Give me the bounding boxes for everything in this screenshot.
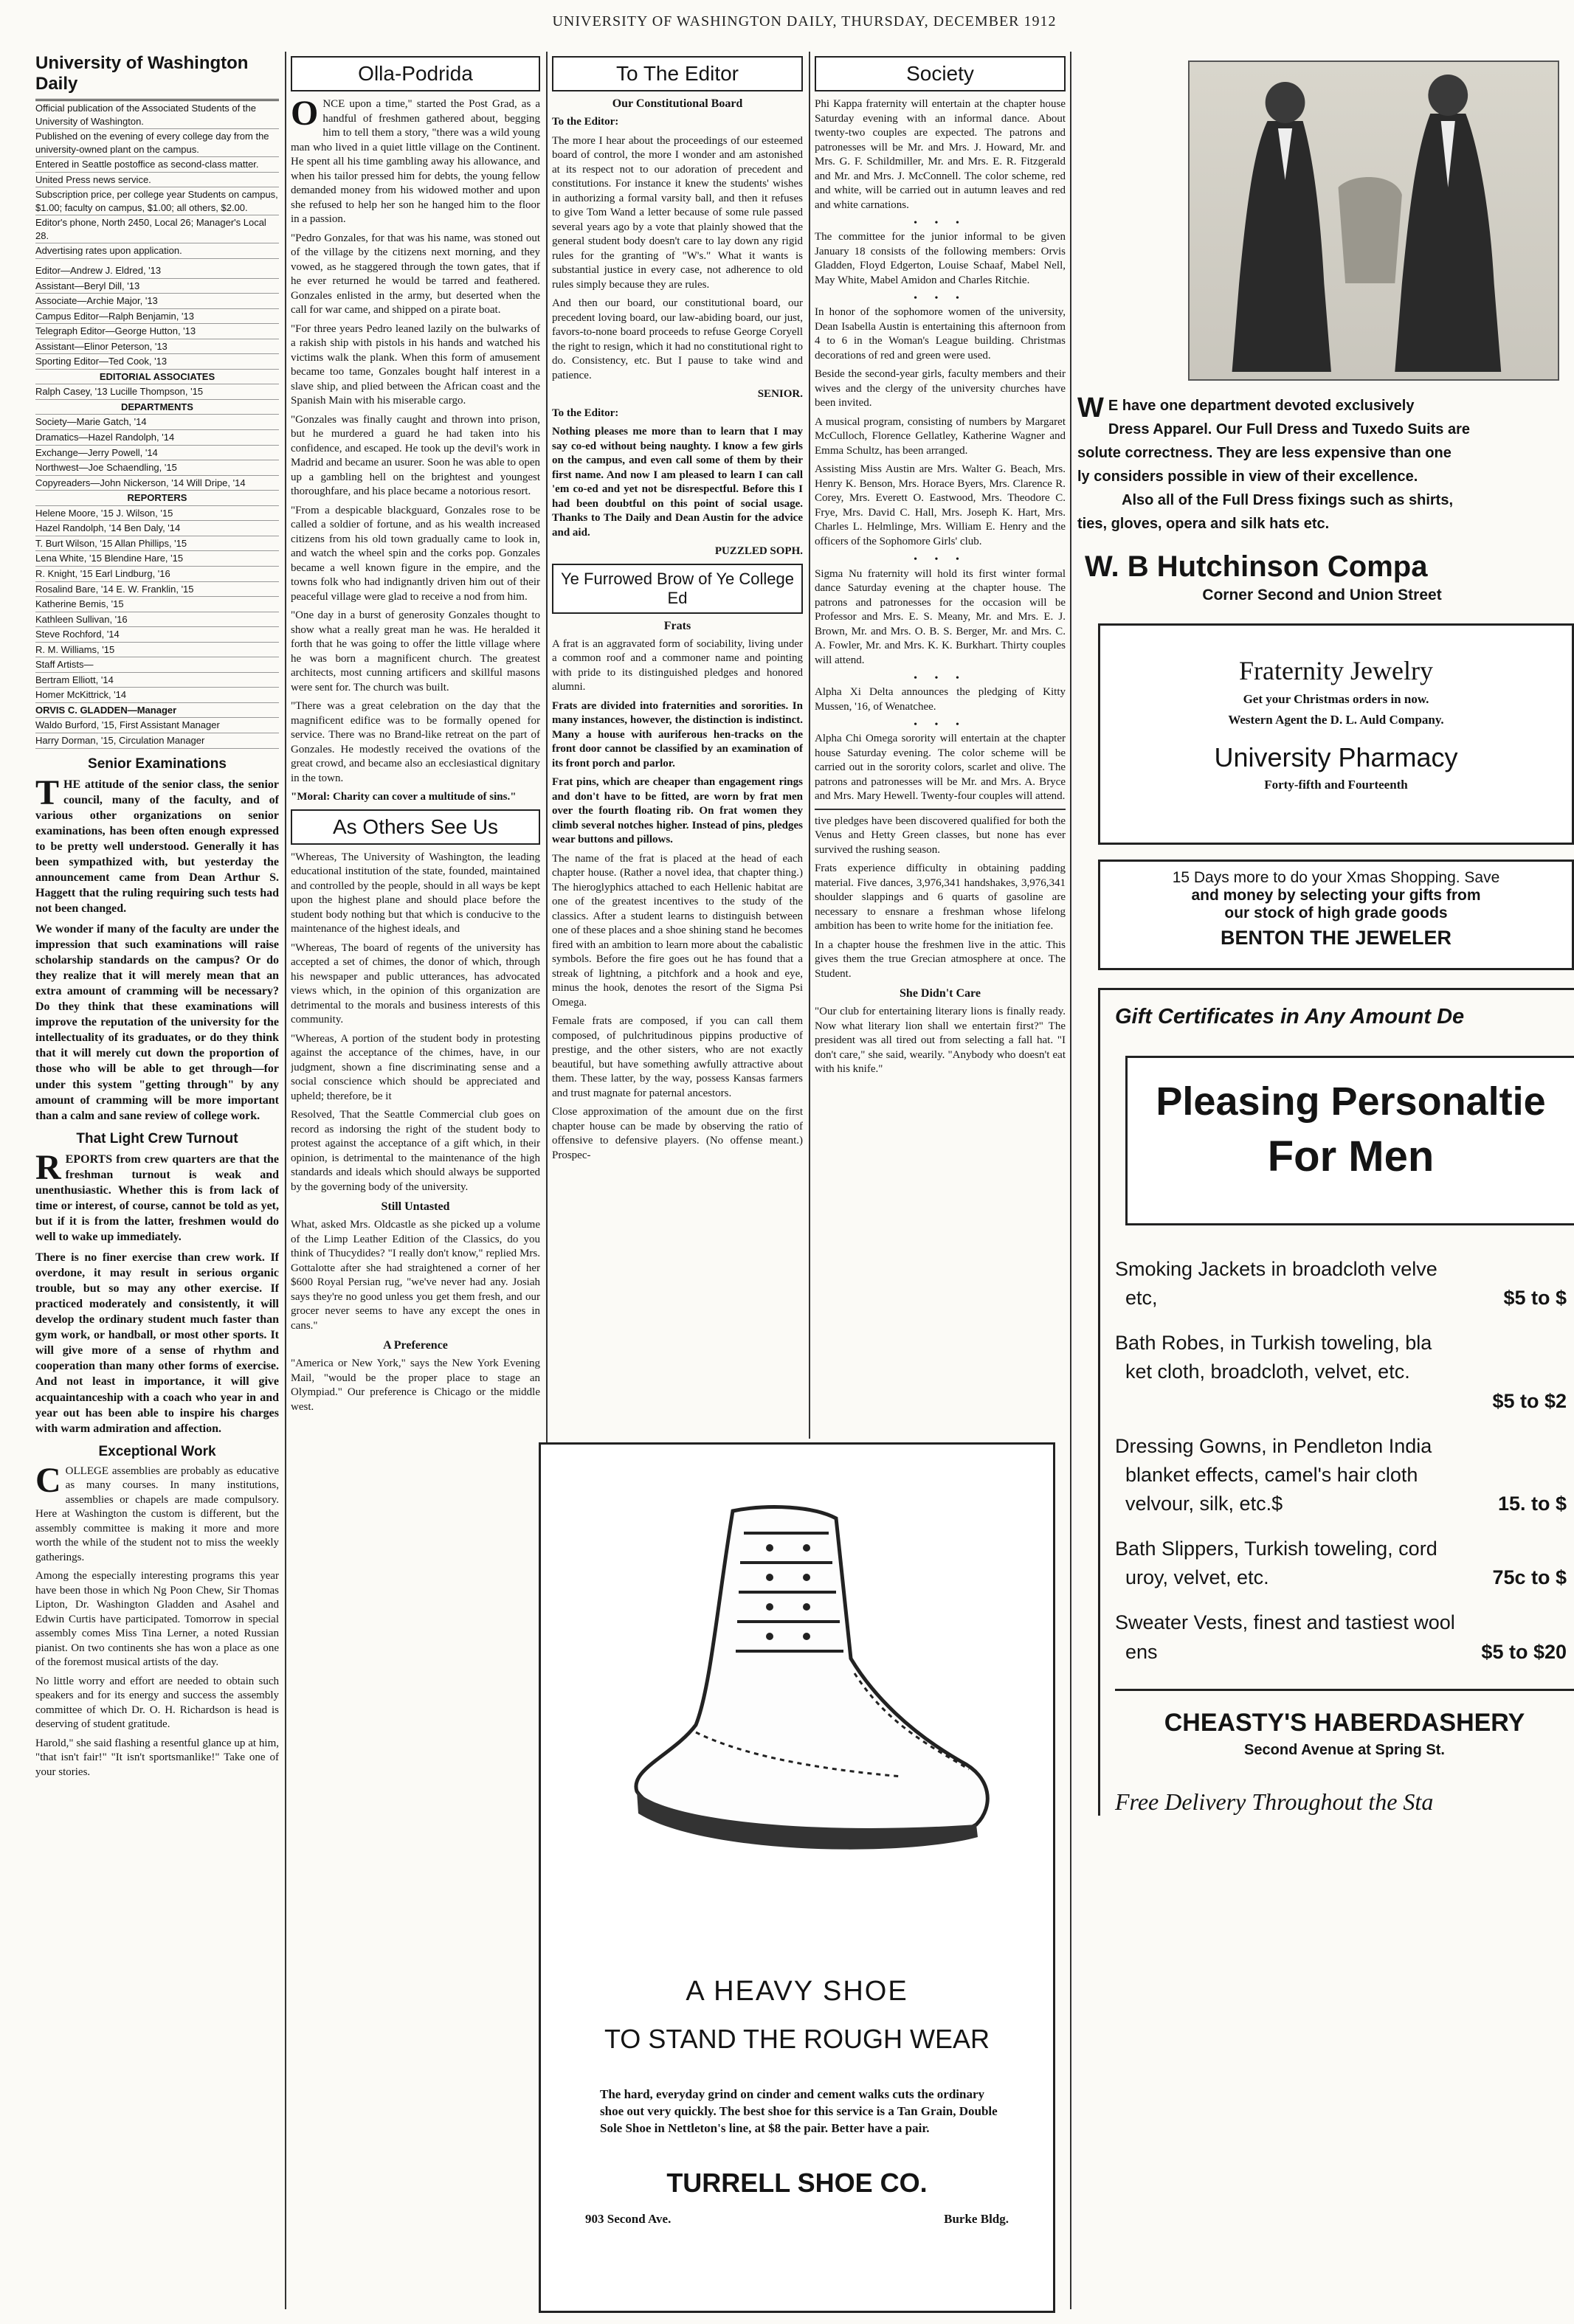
item-price: 15. to $ bbox=[1497, 1492, 1567, 1515]
paragraph: The committee for the junior informal to be given January 18 consists of the following members: Orvis Gladden, Floyd Edgerton, Louise Schaaf, Mabel Nell, May White, Mabel Amidon and Charles Ritchie. bbox=[815, 231, 1066, 286]
senior-exams-body bbox=[35, 772, 279, 1124]
dropcap: O bbox=[291, 94, 319, 133]
pleasing-personalties-box bbox=[1125, 1056, 1574, 1225]
dropcap: W bbox=[1077, 392, 1104, 423]
column-rule bbox=[1070, 52, 1071, 2309]
gift-certificates-line: Gift Certificates in Any Amount De bbox=[1115, 1005, 1465, 1028]
paragraph: "Whereas, The University of Washington, the leading educational institution of the state, founded, maintained and controlled by the people, should in all ways be kept upon the highest plane and should place before the student body nothing but that which is conducive to the maintenance of the highest ideals, and bbox=[291, 851, 540, 935]
price-item bbox=[1115, 1329, 1567, 1415]
staff-heading: EDITORIAL ASSOCIATES bbox=[35, 370, 279, 385]
ad-line: ties, gloves, opera and silk hats etc. bbox=[1077, 516, 1330, 532]
paragraph: Female frats are composed, if you can call them composed, of pulchritudinous pippins productive of prestige, and the other sisters, who are not exactly beautiful, but have something awfully attractive about them. These latter, by the way, possess Kansas farmers and trust magnate for paternal ancestors. bbox=[552, 1015, 803, 1099]
ad-line: ly considers possible in view of their excellence. bbox=[1077, 468, 1418, 485]
paragraph: And then our board, our constitutional board, our precedent loving board, our law-abiding board, our just, favors-to-none board proceeds to refuse George Coryell the right to resign, which it had no constitutional right to do. Consistency, etc. But I pause to take wind and patience. bbox=[552, 297, 803, 381]
ad-line: our stock of high grade goods bbox=[1224, 905, 1448, 921]
frats-heading: Frats bbox=[663, 619, 691, 632]
price-item bbox=[1115, 1608, 1567, 1666]
shoe-headline-2: TO STAND THE ROUGH WEAR bbox=[604, 2024, 990, 2054]
staff-line: Campus Editor—Ralph Benjamin, '13 bbox=[35, 309, 279, 325]
staff-line: Assistant—Elinor Peterson, '13 bbox=[35, 339, 279, 355]
others-see-us-title: As Others See Us bbox=[291, 809, 540, 845]
staff-line: Associate—Archie Major, '13 bbox=[35, 294, 279, 309]
still-untasted-heading: Still Untasted bbox=[381, 1200, 450, 1213]
frats-body bbox=[552, 637, 803, 1163]
cheasty-headline-1: Pleasing Personaltie bbox=[1156, 1079, 1546, 1124]
pharmacy-name: University Pharmacy bbox=[1214, 742, 1458, 772]
blurb-line: United Press news service. bbox=[35, 173, 279, 188]
paragraph: A frat is an aggravated form of sociability, living under a common roof and a commoner name and pointing with pride to its distinguished pledges and honored alumni. bbox=[552, 637, 803, 693]
staff-line: Editor—Andrew J. Eldred, '13 bbox=[35, 263, 279, 279]
paragraph: Alpha Chi Omega sorority will entertain at the chapter house Saturday evening. The color scheme will be carried out in the sorority colors, scarlet and olive. The patrons and patronesses will be Mr. and Mrs. A. Bryce and Mrs. Mary Hewell. Twenty-four couples will attend. bbox=[815, 733, 1066, 803]
paragraph: What, asked Mrs. Oldcastle as she picked up a volume of the Limp Leather Edition of the Classics, do you think of Thucydides? "I really don't know," replied Mrs. Gottalotte after she had straightened a corner of her $600 Royal Persian rug, "we've never had any. Josiah says they're no good unless you get them fresh, and our grocer never seems to have any except the ones in cans." bbox=[291, 1219, 540, 1332]
staff-line: Helene Moore, '15 J. Wilson, '15 bbox=[35, 506, 279, 522]
paragraph: HE attitude of the senior class, the senior council, many of the faculty, and of various other organizations on senior examinations, has been often enough expressed to be pretty well understood. Generally it has been sympathized with, but yesterday the announcement came from Dean Arthur S. Haggett that the ruling requiring such tests had not been changed. bbox=[35, 778, 279, 916]
paragraph: Frat pins, which are cheaper than engagement rings and don't have to be fitted, are worn by frat men over the fourth floating rib. On frat women they climb several notches higher. Instead of pins, pledges wear buttons and pillows. bbox=[552, 776, 803, 845]
price-item bbox=[1115, 1432, 1567, 1518]
constitutional-board-heading: Our Constitutional Board bbox=[612, 97, 743, 110]
staff-line: Harry Dorman, '15, Circulation Manager bbox=[35, 733, 279, 749]
paragraph: No little worry and effort are needed to obtain such speakers and for its energy and success the assembly committee of which Dr. O. H. Richardson is head is deserving of student gratitude. bbox=[35, 1675, 279, 1731]
paragraph: The name of the frat is placed at the head of each chapter house. (Rather a novel idea, that chapter thing.) The hieroglyphics attached to each Hellenic habitat are one of the greatest incentives to the study of the classics. After a student learns to distinguish between one of these places and a shoe shining stand he becomes fired with an ambition to learn more about the cabalistic symbols. Before the fire goes out he has found that a streak of lightning, a pitchfork and a hook and eye, minus the hook, denotes the resort of the Sigma Psi Omega. bbox=[552, 852, 803, 1009]
paragraph: In a chapter house the freshmen live in the attic. This gives them the true Grecian atmosphere at once. The Student. bbox=[815, 938, 1066, 980]
staff-line: Katherine Bemis, '15 bbox=[35, 597, 279, 612]
dropcap: C bbox=[35, 1460, 61, 1500]
furrowed-brow-title: Ye Furrowed Brow of Ye College Ed bbox=[552, 564, 803, 614]
staff-line: Northwest—Joe Schaendling, '15 bbox=[35, 460, 279, 476]
ad-line: solute correctness. They are less expensive than one bbox=[1077, 445, 1452, 461]
paragraph: NCE upon a time," started the Post Grad, as a handful of freshmen gathered about, begging him to tell them a story, "there was a wild young man who lived in a quiet little village on the Continent. He spent all his time gambling away his allowance, and when his tailor pressed him for debts, the young fellow demanded money from his widowed mother and upon she refused to help her son he hanged him to the floor in a passion. bbox=[291, 98, 540, 225]
olla-podrida-body bbox=[291, 94, 540, 805]
masthead-blurb bbox=[35, 101, 279, 259]
staff-line: Bertram Elliott, '14 bbox=[35, 673, 279, 688]
item-price: 75c to $ bbox=[1492, 1566, 1567, 1589]
column-4 bbox=[815, 52, 1066, 1439]
item-name: etc, bbox=[1125, 1287, 1158, 1310]
salutation: To the Editor: bbox=[552, 116, 619, 128]
paragraph: Alpha Xi Delta announces the pledging of Kitty Mussen, '16, of Wenatchee. bbox=[815, 686, 1066, 713]
price-item bbox=[1115, 1535, 1567, 1592]
paragraph: "Whereas, The board of regents of the university has accepted a set of chimes, the donor of which, through his newspaper and public utterances, has advocated views which, in the opinion of this organization are detrimental to the morals and business interests of this community. bbox=[291, 941, 540, 1026]
senior-exams-heading: Senior Examinations bbox=[88, 755, 227, 772]
shoe-illustration bbox=[593, 1489, 1006, 1902]
hutchinson-ad bbox=[1077, 394, 1574, 604]
paragraph: Frats are divided into fraternities and sororities. In many instances, however, the distinction is indistinct. Many a house with auriferous hen-tracks on the front door cannot be classified by an examination of its front porch and parlor. bbox=[552, 699, 803, 770]
staff-line: Steve Rochford, '14 bbox=[35, 627, 279, 643]
blurb-line: Advertising rates upon application. bbox=[35, 243, 279, 259]
benton-name: BENTON THE JEWELER bbox=[1220, 927, 1452, 949]
blurb-line: Official publication of the Associated Students of the University of Washington. bbox=[35, 101, 279, 129]
exceptional-work-heading: Exceptional Work bbox=[98, 1443, 216, 1459]
paragraph: The more I hear about the proceedings of our esteemed board of control, the more I wonder and am astonished at its respect not to our adoration of precedent and constitutions. For instance it knew the students' wishes in authorizing a formal varsity ball, and then it refuses to give Tom Wand a letter because of some rule passed several years ago by a vote that plainly showed that the general student body doesn't care to lay down any rigid rules for the granting of "W's." What it wants is substantial justice in every case, not adherence to old rules simply because they are rules. bbox=[552, 134, 803, 291]
staff-heading: REPORTERS bbox=[35, 491, 279, 506]
staff-line: Copyreaders—John Nickerson, '14 Will Dripe, '14 bbox=[35, 476, 279, 491]
paragraph: Resolved, That the Seattle Commercial club goes on record as indorsing the right of the student body to protest against the acceptance of a gift which, in their opinion, is detrimental to the maintenance of the high standards and ideals which should always be supported by the governing body of the university. bbox=[291, 1109, 540, 1193]
pharmacy-ad bbox=[1098, 623, 1574, 845]
paragraph: Assisting Miss Austin are Mrs. Walter G. Beach, Mrs. Henry K. Benson, Mrs. Horace Byers, Mrs. Clarence R. Corey, Mrs. Everett O. Eastwood, Mrs. Theodore C. Frye, Mrs. David C. Hall, Mrs. Joseph K. Hart, Mrs. Charles L. Helmlinge, Mrs. William E. Henry and the officers of the Sophomore Girls' club. bbox=[815, 463, 1066, 547]
ad-line: and money by selecting your gifts from bbox=[1191, 887, 1481, 904]
staff-line: Hazel Randolph, '14 Ben Daly, '14 bbox=[35, 521, 279, 536]
paragraph: "Our club for entertaining literary lions is finally ready. Now what literary lion shall we entertain first?" The president was all tired out from selecting a fall hat. "I don't care," she said, wearily. "Anybody who doesn't eat with his knife." bbox=[815, 1006, 1066, 1076]
item-price: $5 to $20 bbox=[1481, 1640, 1567, 1663]
staff-heading: DEPARTMENTS bbox=[35, 400, 279, 415]
blurb-line: Entered in Seattle postoffice as second-class matter. bbox=[35, 157, 279, 173]
pharmacy-agent: Western Agent the D. L. Auld Company. bbox=[1228, 713, 1444, 727]
staff-line: Dramatics—Hazel Randolph, '14 bbox=[35, 430, 279, 446]
staff-line: Lena White, '15 Blendine Hare, '15 bbox=[35, 551, 279, 567]
staff-line: Sporting Editor—Ted Cook, '13 bbox=[35, 354, 279, 370]
item-price: $5 to $ bbox=[1503, 1287, 1567, 1310]
ad-line: Also all of the Full Dress fixings such as shirts, bbox=[1122, 492, 1454, 508]
blurb-line: Published on the evening of every college day from the university-owned plant on the campus. bbox=[35, 129, 279, 157]
signature: PUZZLED SOPH. bbox=[714, 545, 803, 557]
cheasty-company: CHEASTY'S HABERDASHERY bbox=[1164, 1708, 1525, 1737]
item-name: uroy, velvet, etc. bbox=[1125, 1566, 1269, 1589]
exceptional-work-body bbox=[35, 1460, 279, 1780]
masthead-title: University of Washington Daily bbox=[35, 52, 279, 101]
column-rule bbox=[809, 52, 810, 1439]
paragraph: "For three years Pedro leaned lazily on the bulwarks of a rakish ship with pistols in his hands and watched his victims walk the plank. When this form of amusement became too tame, Gonzales bought half interest in a slave ship, and plied between the African coast and the Spanish Main with his miserable cargo. bbox=[291, 322, 540, 407]
paragraph: Nothing pleases me more than to learn that I may say co-ed without being naughty. I know a few girls on the campus, and even call some of them by their first name. And now I am pleased to learn I can call 'em co-ed and yet not be disrespectful. Before this I had been doubtful on this point of social usage. Thanks to The Daily and Dean Austin for the advice and aid. bbox=[552, 426, 803, 539]
separator: • • • bbox=[914, 673, 967, 685]
item-name: Dressing Gowns, in Pendleton India bbox=[1115, 1434, 1432, 1457]
item-name: blanket effects, camel's hair cloth bbox=[1125, 1463, 1418, 1486]
olla-podrida-title: Olla-Podrida bbox=[291, 56, 540, 91]
staff-line: Assistant—Beryl Dill, '13 bbox=[35, 279, 279, 294]
staff-line: ORVIS C. GLADDEN—Manager bbox=[35, 703, 279, 719]
paragraph: "Gonzales was finally caught and thrown into prison, but he murdered a guard he had taken into his confidence, and escaped. He took up the devil's work in Madrid and became an usurer. Soon he was able to open up a gambling hell on the brightest and youngest thoroughfare, and his place became a notorious resort. bbox=[291, 413, 540, 497]
salutation: To the Editor: bbox=[552, 407, 619, 419]
price-item bbox=[1115, 1255, 1567, 1313]
pharmacy-subline: Get your Christmas orders in now. bbox=[1243, 692, 1429, 706]
shoe-address-left: 903 Second Ave. bbox=[585, 2212, 672, 2226]
fraternity-jewelry-heading: Fraternity Jewelry bbox=[1239, 656, 1433, 685]
running-head: UNIVERSITY OF WASHINGTON DAILY, THURSDAY, DECEMBER 1912 bbox=[552, 13, 1057, 30]
staff-line: Staff Artists— bbox=[35, 657, 279, 673]
item-name: ens bbox=[1125, 1640, 1158, 1663]
separator: • • • bbox=[914, 218, 967, 229]
letter-1 bbox=[552, 115, 803, 402]
cheasty-headline-2: For Men bbox=[1267, 1132, 1435, 1180]
item-name: Bath Robes, in Turkish toweling, bla bbox=[1115, 1332, 1432, 1355]
staff-line: Exchange—Jerry Powell, '14 bbox=[35, 446, 279, 461]
staff-line: Homer McKittrick, '14 bbox=[35, 688, 279, 703]
item-price: $5 to $2 bbox=[1492, 1389, 1567, 1412]
paragraph: EPORTS from crew quarters are that the freshman turnout is weak and unenthusiastic. Whether this is from lack of time or interest, of course, cannot be told as yet, but if it is from the latter, freshmen would do well to wake up immediately. bbox=[35, 1152, 279, 1244]
column-2 bbox=[291, 52, 540, 2309]
shoe-body: The hard, everyday grind on cinder and cement walks cuts the ordinary shoe out very quickly. The best shoe for this service is a Tan Grain, Double Sole Shoe in Nettleton's line, at $8 the pair. Better have a pair. bbox=[600, 2087, 998, 2135]
paragraph: "Moral: Charity can cover a multitude of sins." bbox=[291, 791, 517, 803]
staff-line: Kathleen Sullivan, '16 bbox=[35, 612, 279, 628]
column-1 bbox=[35, 52, 279, 2309]
item-name: velvour, silk, etc.$ bbox=[1125, 1492, 1283, 1515]
society-title: Society bbox=[815, 56, 1066, 91]
dropcap: R bbox=[35, 1147, 61, 1187]
cheasty-price-list bbox=[1115, 1255, 1574, 1667]
paragraph: Harold," she said flashing a resentful glance up at him, "that isn't fair!" "It isn't sportsmanlike!" Take one of your stories. bbox=[35, 1737, 279, 1778]
society-body bbox=[815, 97, 1066, 981]
ads-column bbox=[1077, 52, 1574, 2309]
paragraph: "Whereas, A portion of the student body in protesting against the acceptance of the chimes, have, in our judgment, shown a fine discriminating sense and a social conscience which should be appreciated and upheld; therefore, be it bbox=[291, 1032, 540, 1102]
paragraph: OLLEGE assemblies are probably as educative as many courses. In many institutions, assemblies or chapels are made compulsory. Here at Washington the custom is different, but the assembly committee is making it more and more worth the while of the student not to miss the weekly gatherings. bbox=[35, 1464, 279, 1563]
signature: SENIOR. bbox=[757, 388, 803, 400]
staff-line: Waldo Burford, '15, First Assistant Manager bbox=[35, 718, 279, 733]
staff-line: R. Knight, '15 Earl Lindburg, '16 bbox=[35, 567, 279, 582]
hutchinson-company: W. B Hutchinson Compa bbox=[1085, 550, 1428, 583]
blurb-line: Editor's phone, North 2450, Local 26; Manager's Local 28. bbox=[35, 215, 279, 243]
column-rule bbox=[285, 52, 286, 2309]
paragraph: "America or New York," says the New York Evening Mail, "would be the proper place to stage an Olympiad." Our preference is Chicago or the middle west. bbox=[291, 1358, 540, 1413]
item-name: ket cloth, broadcloth, velvet, etc. bbox=[1125, 1360, 1410, 1383]
paragraph: We wonder if many of the faculty are under the impression that such examinations will raise scholarship standards on the campus? Or do they realize that it will merely mean that an extra amount of cramming will be necessary? Do they think that these examinations will improve the reputation of the university for the intellectuality of its graduates, or do they think that it will merely cut down the proportion of those who will be able to get through—for under this system "getting through" by any amount of cramming will be more important than a calm and sane review of college work. bbox=[35, 922, 279, 1122]
free-delivery-line: Free Delivery Throughout the Sta bbox=[1115, 1788, 1434, 1815]
pharmacy-address: Forty-fifth and Fourteenth bbox=[1264, 778, 1408, 792]
item-name: Smoking Jackets in broadcloth velve bbox=[1115, 1258, 1437, 1280]
separator: • • • bbox=[914, 719, 967, 731]
shoe-address-right: Burke Bldg. bbox=[944, 2212, 1009, 2226]
paragraph: Beside the second-year girls, faculty members and their wives and the clergy of the university churches have been invited. bbox=[815, 368, 1066, 409]
paragraph: Among the especially interesting programs this year have been those in which Ng Poon Chew, Sir Thomas Lipton, Dr. Washington Gladden and Asahel and Edwin Curtis have participated. Tomorrow in special assembly comes Miss Tina Lerner, a noted Russian pianist. On two continents she has won a place as one of the foremost musical artists of the day. bbox=[35, 1570, 279, 1669]
shoe-headline-1: A HEAVY SHOE bbox=[686, 1976, 908, 2007]
staff-line: Rosalind Bare, '14 E. W. Franklin, '15 bbox=[35, 582, 279, 598]
paragraph: Close approximation of the amount due on the first chapter house can be made by observing the ratio of offensive to defensive players. (No offense meant.) Prospec- bbox=[552, 1106, 803, 1161]
staff-line: Ralph Casey, '13 Lucille Thompson, '15 bbox=[35, 384, 279, 400]
staff-list bbox=[35, 263, 279, 749]
staff-line: Telegraph Editor—George Hutton, '13 bbox=[35, 324, 279, 339]
men-in-formal-dress-photo bbox=[1188, 60, 1559, 381]
dropcap: T bbox=[35, 772, 60, 812]
staff-line: Society—Marie Gatch, '14 bbox=[35, 415, 279, 430]
ad-line: E have one department devoted exclusively bbox=[1108, 398, 1415, 414]
paragraph: There is no finer exercise than crew work. If overdone, it may result in serious organic trouble, but so may any other exercise. If practiced moderately and consistently, it will develop the ordinary student much faster than gym work, or handball, or most other sports. It will give more of a sense of rhythm and cooperation than many other forms of exercise. And not least in importance, it will give acquaintanceship with a coach who year in and year out has been able to inspire his charges with warm admiration and affection. bbox=[35, 1251, 279, 1435]
column-3 bbox=[552, 52, 803, 1439]
blurb-line: Subscription price, per college year Students on campus, $1.00; faculty on campus, $1.00; all others, $2.00. bbox=[35, 187, 279, 215]
light-crew-heading: That Light Crew Turnout bbox=[76, 1130, 238, 1147]
paragraph: Phi Kappa fraternity will entertain at the chapter house Saturday evening with an informal dance. About twenty-two couples are expected. The patrons and patronesses will be Mr. and Mrs. J. Howard, Mr. and Mrs. G. F. Schildmiller, Mr. and Mrs. E. R. Fitzgerald and Mr. and Mrs. J. McConnell. The color scheme, red and white, will be carried out in autumn leaves and red and white carnations. bbox=[815, 98, 1066, 211]
item-name: Sweater Vests, finest and tastiest wool bbox=[1115, 1611, 1455, 1634]
shoe-company: TURRELL SHOE CO. bbox=[666, 2168, 928, 2198]
ad-line: Dress Apparel. Our Full Dress and Tuxedo Suits are bbox=[1108, 421, 1471, 438]
cheasty-address: Second Avenue at Spring St. bbox=[1244, 1741, 1445, 1758]
paragraph: "There was a great celebration on the day that the magnificent edifice was to be formally opened for service. There was no Brand-like retreat on the part of Gonzales. He modestly received the ovations of the great crowd, and became also an ecclesiastical dignitary in the town. bbox=[291, 700, 540, 784]
to-the-editor-title: To The Editor bbox=[552, 56, 803, 91]
paragraph: Frats experience difficulty in obtaining padding material. Five dances, 3,976,341 handshakes, 3,976,341 shoulder slappings and 6 quarts of gasoline are necessary to ensnare a freshman whose lifelong ambition has been to write home for the initiation fee. bbox=[815, 862, 1066, 933]
paragraph: A musical program, consisting of numbers by Margaret McCulloch, Florence Gellatley, Katherine Wagner and Emma Schultz, has been arranged. bbox=[815, 415, 1066, 457]
paragraph: "One day in a burst of generosity Gonzales thought to show what a really great man he was. He heralded it forth that he was going to offer the little village where he was born a magnificent church. The greatest architects, most cunning artificers and skillful masons were sent for. The church was built. bbox=[291, 609, 540, 694]
benton-ad bbox=[1098, 860, 1574, 970]
paragraph: "Pedro Gonzales, for that was his name, was stoned out of the village by the citizens next morning, and they vowed, as he staggered through the town gates, that if he ever returned he would be tarred and feathered. Gonzales enlisted in the army, but deserted when the call for war came, and shipped on a pirate boat. bbox=[291, 232, 540, 316]
cheasty-footer bbox=[1115, 1689, 1574, 1759]
she-didnt-care-heading: She Didn't Care bbox=[900, 987, 981, 1000]
paragraph: In honor of the sophomore women of the university, Dean Isabella Austin is entertaining this afternoon from 4 to 6 in the Woman's League building. Christmas decorations of red and green were used. bbox=[815, 306, 1066, 362]
cheasty-ad bbox=[1098, 988, 1574, 1816]
letter-2 bbox=[552, 407, 803, 559]
ad-line: 15 Days more to do your Xmas Shopping. Save bbox=[1172, 869, 1500, 886]
preference-heading: A Preference bbox=[383, 1339, 448, 1352]
hutchinson-address: Corner Second and Union Street bbox=[1202, 587, 1442, 604]
paragraph: tive pledges have been discovered qualified for both the Venus and Hetty Green classes, but none has ever survived the rushing season. bbox=[815, 815, 1066, 856]
paragraph: "From a despicable blackguard, Gonzales rose to be called a soldier of fortune, and as his wealth increased citizens from his old town gradually came to look in, and watch the wheel spin and the corks pop. Gonzales became a well known figure in the empire, and the towns folk who had indignantly driven him out of their peaceful village were glad to receive a nod from him. bbox=[291, 504, 540, 603]
staff-line: T. Burt Wilson, '15 Allan Phillips, '15 bbox=[35, 536, 279, 552]
separator: • • • bbox=[914, 293, 967, 305]
light-crew-body bbox=[35, 1147, 279, 1436]
staff-line: R. M. Williams, '15 bbox=[35, 643, 279, 658]
separator: • • • bbox=[914, 554, 967, 566]
item-name: Bath Slippers, Turkish toweling, cord bbox=[1115, 1538, 1437, 1560]
others-see-us-body bbox=[291, 851, 540, 1195]
paragraph: Sigma Nu fraternity will hold its first winter formal dance Saturday evening at the chapter house. The patrons and patronesses for the occasion will be Professor and Mrs. E. S. Meany, Mr. and Mrs. E. J. Brown, Mr. and Mrs. O. B. S. Berger, Mr. and Mrs. C. A. Fowler, Mr. and Mrs. K. K. Burkhart. Thirty couples will attend. bbox=[815, 567, 1066, 666]
turrell-shoe-ad bbox=[539, 1442, 1055, 2313]
formal-dress-figures bbox=[1190, 62, 1558, 379]
